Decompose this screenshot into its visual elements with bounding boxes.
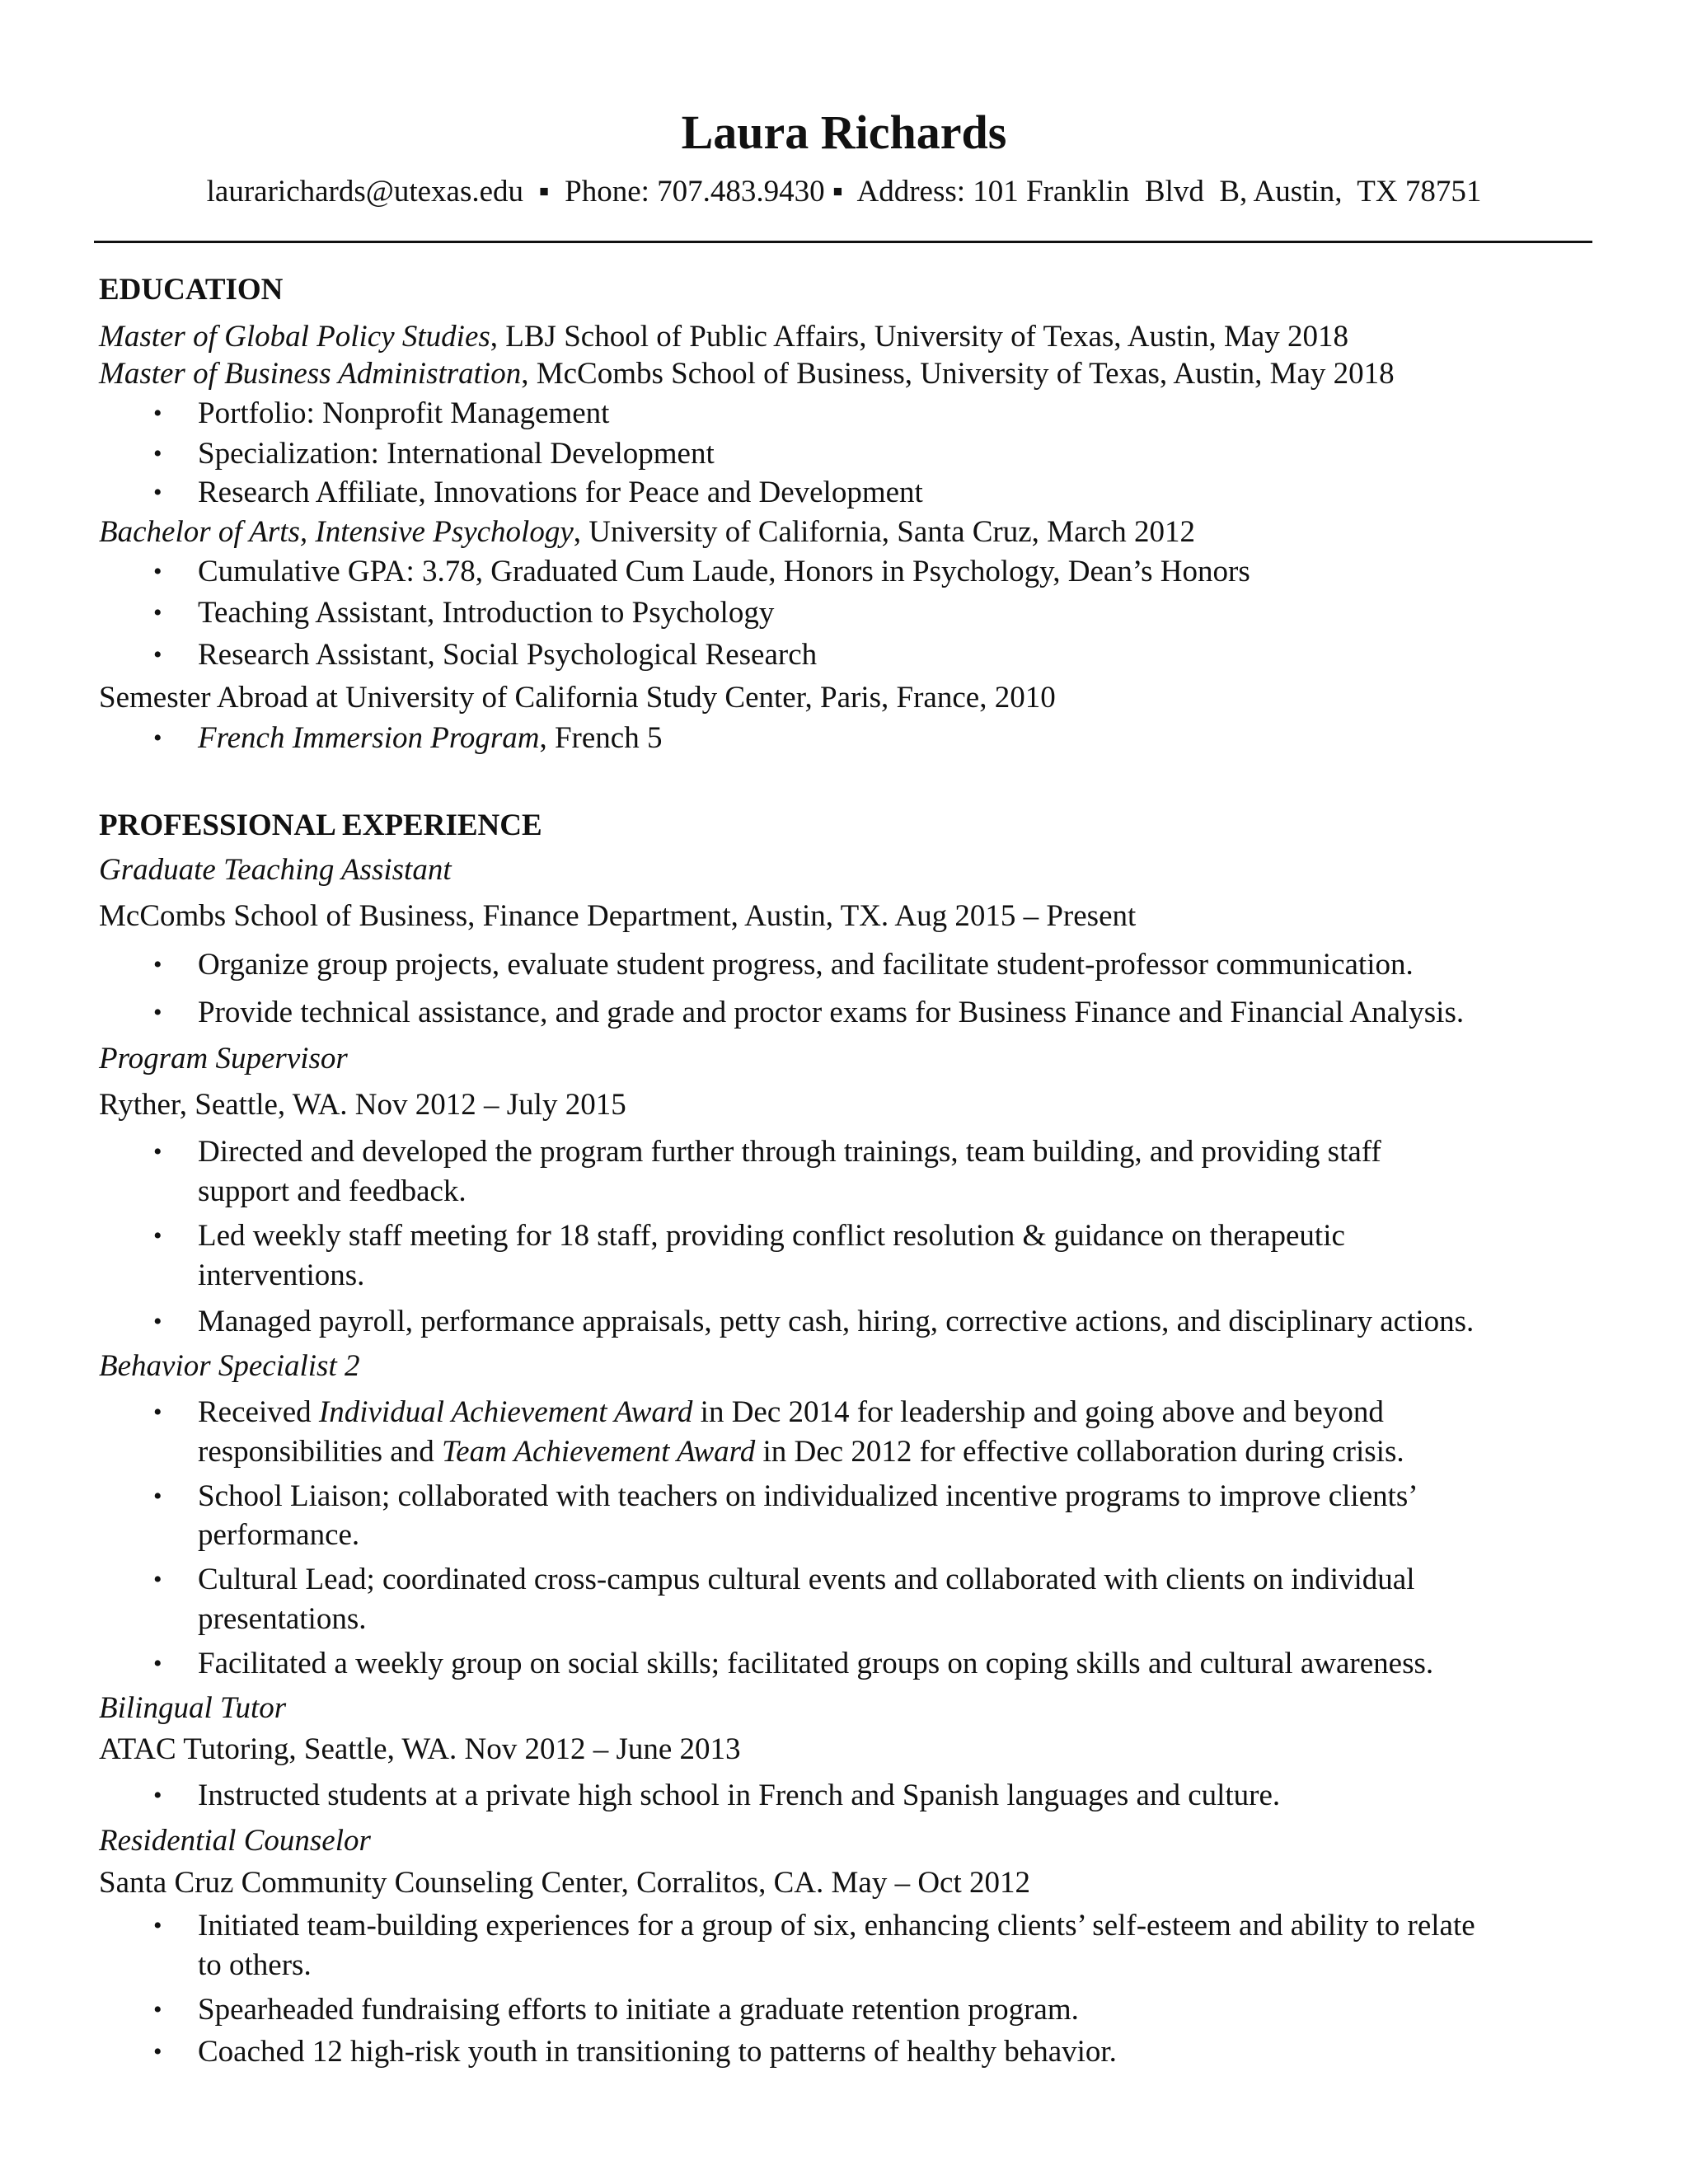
header-divider xyxy=(94,241,1592,243)
team-award: Team Achievement Award xyxy=(441,1435,756,1469)
bs-bullet-3-line-1: Cultural Lead; coordinated cross-campus cultural events and collaborated with clients on individual xyxy=(198,1563,1415,1596)
bullet-icon: • xyxy=(153,1399,162,1426)
bullet-icon: • xyxy=(153,1996,162,2023)
bullet-icon: • xyxy=(153,1138,162,1165)
rc-org: Santa Cruz Community Counseling Center, Corralitos, CA. May – Oct 2012 xyxy=(99,1866,1030,1900)
bullet-icon: • xyxy=(153,951,162,978)
education-heading: EDUCATION xyxy=(99,273,284,307)
rc-bullet-1-line-2: to others. xyxy=(198,1948,312,1982)
bs-bullet-4: Facilitated a weekly group on social skills; facilitated groups on coping skills and cultural awareness. xyxy=(198,1647,1434,1680)
bullet-icon: • xyxy=(153,558,162,585)
rc-bullet-1-line-1: Initiated team-building experiences for a group of six, enhancing clients’ self-esteem and ability to relate xyxy=(198,1909,1475,1943)
bullet-icon: • xyxy=(153,999,162,1026)
gta-bullet-1: Organize group projects, evaluate student progress, and facilitate student-professor communication. xyxy=(198,948,1414,982)
bullet-icon: • xyxy=(153,479,162,506)
bullet-icon: • xyxy=(153,1566,162,1593)
mgps-details: , LBJ School of Public Affairs, University of Texas, Austin, May 2018 xyxy=(490,320,1349,354)
bullet-icon: • xyxy=(153,641,162,668)
ba-details: , University of California, Santa Cruz, March 2012 xyxy=(573,515,1195,549)
mba-bullet-1: Portfolio: Nonprofit Management xyxy=(198,396,610,430)
gta-org: McCombs School of Business, Finance Department, Austin, TX. Aug 2015 – Present xyxy=(99,899,1137,933)
bullet-icon: • xyxy=(153,1650,162,1677)
ps-bullet-3: Managed payroll, performance appraisals, petty cash, hiring, corrective actions, and disciplinary actions. xyxy=(198,1305,1475,1338)
mba-title: Master of Business Administration xyxy=(99,357,522,391)
ba-title: Bachelor of Arts, Intensive Psychology xyxy=(99,515,574,549)
bs-bullet-1-line-1 xyxy=(198,1393,1384,1432)
mba-bullet-2: Specialization: International Development xyxy=(198,437,715,471)
ps-bullet-1-line-2: support and feedback. xyxy=(198,1174,467,1208)
bs-bullet-1-text-c: responsibilities and xyxy=(198,1435,442,1469)
mba-details: , McCombs School of Business, University of Texas, Austin, May 2018 xyxy=(521,357,1395,391)
mba-degree xyxy=(99,354,1395,394)
bs-bullet-1-line-2 xyxy=(198,1432,1404,1472)
ba-bullet-2: Teaching Assistant, Introduction to Psychology xyxy=(198,596,775,630)
bs-bullet-2-line-1: School Liaison; collaborated with teachers on individualized incentive programs to improve clients’ xyxy=(198,1479,1418,1513)
candidate-name: Laura Richards xyxy=(681,105,1007,159)
bs-bullet-3-line-2: presentations. xyxy=(198,1602,367,1636)
experience-heading: PROFESSIONAL EXPERIENCE xyxy=(99,808,542,842)
ba-degree xyxy=(99,513,1195,552)
gta-bullet-2: Provide technical assistance, and grade and proctor exams for Business Finance and Financial Analysis. xyxy=(198,996,1465,1029)
bs-bullet-1-text-b: in Dec 2014 for leadership and going above and beyond xyxy=(692,1395,1384,1429)
contact-line: laurarichards@utexas.edu ▪ Phone: 707.483.9430 ▪ Address: 101 Franklin Blvd B, Austin, TX 78751 xyxy=(206,175,1482,209)
ba-bullet-1: Cumulative GPA: 3.78, Graduated Cum Laude, Honors in Psychology, Dean’s Honors xyxy=(198,555,1250,588)
ps-title: Program Supervisor xyxy=(99,1042,348,1076)
bullet-icon: • xyxy=(153,724,162,752)
mgps-degree xyxy=(99,317,1348,357)
individual-award: Individual Achievement Award xyxy=(318,1395,693,1429)
ps-bullet-2-line-1: Led weekly staff meeting for 18 staff, providing conflict resolution & guidance on therapeutic xyxy=(198,1219,1345,1253)
ba-bullet-3: Research Assistant, Social Psychological Research xyxy=(198,638,818,672)
mba-bullet-3: Research Affiliate, Innovations for Peace and Development xyxy=(198,476,923,509)
bullet-icon: • xyxy=(153,1308,162,1335)
bullet-icon: • xyxy=(153,400,162,427)
semester-abroad: Semester Abroad at University of California Study Center, Paris, France, 2010 xyxy=(99,681,1056,715)
rc-bullet-3: Coached 12 high-risk youth in transitioning to patterns of healthy behavior. xyxy=(198,2035,1117,2069)
ps-bullet-2-line-2: interventions. xyxy=(198,1258,365,1292)
abroad-bullet xyxy=(198,719,662,758)
ps-bullet-1-line-1: Directed and developed the program further through trainings, team building, and providing staff xyxy=(198,1135,1381,1169)
bullet-icon: • xyxy=(153,1782,162,1809)
abroad-program: French Immersion Program xyxy=(198,721,540,755)
bs-bullet-2-line-2: performance. xyxy=(198,1518,360,1552)
bt-org: ATAC Tutoring, Seattle, WA. Nov 2012 – June 2013 xyxy=(99,1732,741,1766)
abroad-program-level: , French 5 xyxy=(539,721,663,755)
bs-bullet-1-text-a: Received xyxy=(198,1395,319,1429)
bullet-icon: • xyxy=(153,2038,162,2065)
bullet-icon: • xyxy=(153,599,162,626)
bullet-icon: • xyxy=(153,440,162,467)
mgps-title: Master of Global Policy Studies xyxy=(99,320,490,354)
bs-title: Behavior Specialist 2 xyxy=(99,1349,360,1383)
bullet-icon: • xyxy=(153,1483,162,1510)
bt-title: Bilingual Tutor xyxy=(99,1691,287,1725)
bullet-icon: • xyxy=(153,1912,162,1939)
gta-title: Graduate Teaching Assistant xyxy=(99,853,452,887)
ps-org: Ryther, Seattle, WA. Nov 2012 – July 2015 xyxy=(99,1088,626,1122)
rc-title: Residential Counselor xyxy=(99,1824,371,1858)
bt-bullet-1: Instructed students at a private high school in French and Spanish languages and culture. xyxy=(198,1779,1281,1812)
bullet-icon: • xyxy=(153,1222,162,1249)
bs-bullet-1-text-d: in Dec 2012 for effective collaboration during crisis. xyxy=(755,1435,1404,1469)
rc-bullet-2: Spearheaded fundraising efforts to initiate a graduate retention program. xyxy=(198,1993,1079,2027)
